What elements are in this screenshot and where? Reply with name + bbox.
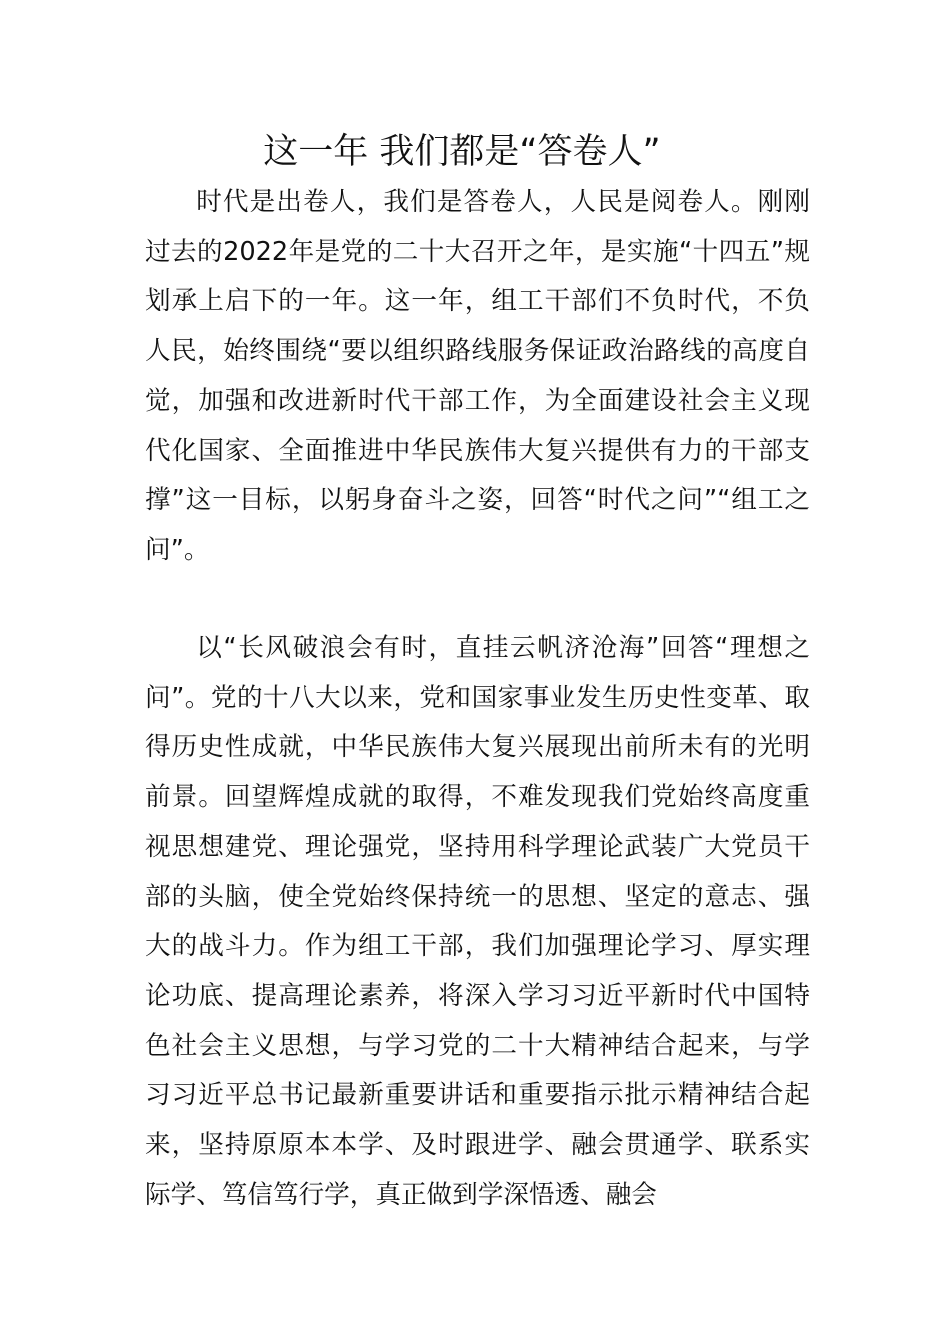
paragraph-1: 时代是出卷人，我们是答卷人，人民是阅卷人。刚刚过去的2022年是党的二十大召开之年，是实施“十四五”规划承上启下的一年。这一年，组工干部们不负时代，不负人民，始终围绕“要以组织路线服务保证政治路线的高度自觉，加强和改进新时代干部工作，为全面建设社会主义现代化国家、全面推进中华民族伟大复兴提供有力的干部支撑”这一目标，以躬身奋斗之姿，回答“时代之问”“组工之问”。 — [145, 187, 810, 565]
document-title: 这一年 我们都是“答卷人” — [263, 132, 661, 172]
paragraph-2: 以“长风破浪会有时，直挂云帆济沧海”回答“理想之问”。党的十八大以来，党和国家事业发生历史性变革、取得历史性成就，中华民族伟大复兴展现出前所未有的光明前景。回望辉煌成就的取得，不难发现我们党始终高度重视思想建党、理论强党，坚持用科学理论武装广大党员干部的头脑，使全党始终保持统一的思想、坚定的意志、强大的战斗力。作为组工干部，我们加强理论学习、厚实理论功底、提高理论素养，将深入学习习近平新时代中国特色社会主义思想，与学习党的二十大精神结合起来，与学习习近平总书记最新重要讲话和重要指示批示精神结合起来，坚持原原本本学、及时跟进学、融会贯通学、联系实际学、笃信笃行学，真正做到学深悟透、融会 — [145, 633, 810, 1210]
